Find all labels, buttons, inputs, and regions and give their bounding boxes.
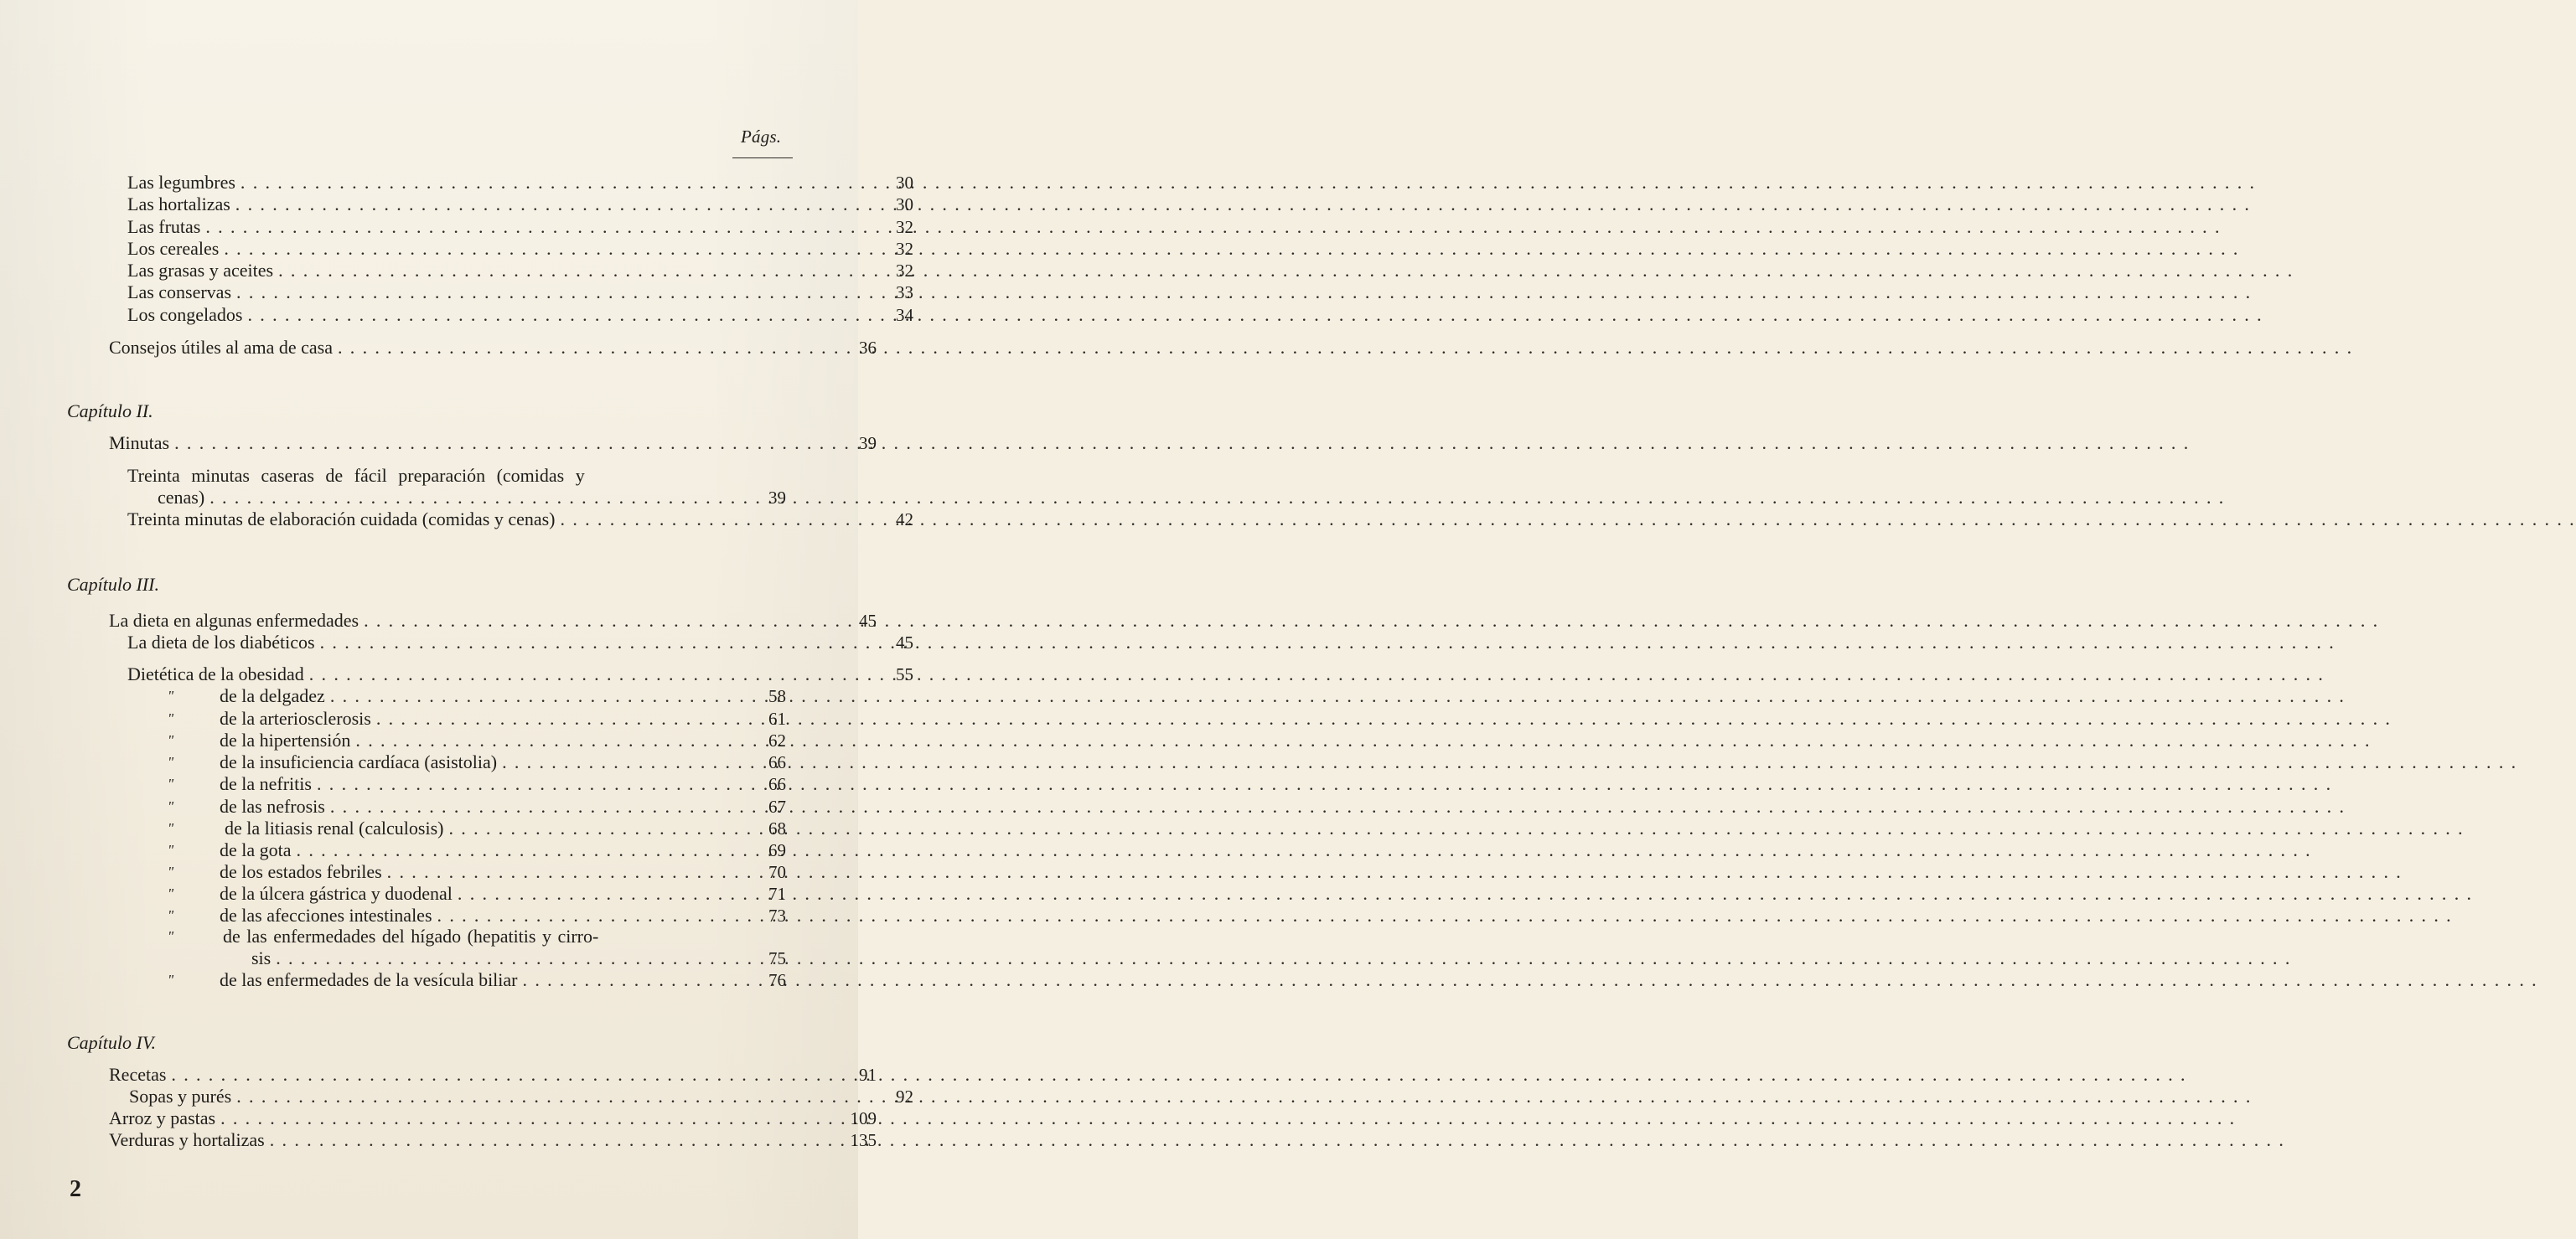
dot-leader: [309, 664, 2325, 684]
dot-leader: [205, 217, 2221, 237]
pages-column-heading: Págs.: [741, 126, 782, 147]
toc-entry-text: de los estados febriles: [220, 861, 382, 882]
dot-leader: [235, 194, 2251, 214]
toc-page-number: 58: [768, 686, 786, 706]
toc-page-number: 76: [768, 970, 786, 990]
toc-entry: [220, 969, 786, 990]
toc-entry-text: Las frutas: [127, 216, 201, 237]
toc-page-number: 45: [859, 611, 877, 631]
toc-page-number: 39: [859, 433, 877, 453]
toc-entry-text: de la gota: [220, 839, 292, 860]
toc-entry-text: Sopas y purés: [129, 1086, 232, 1107]
toc-entry-text: Consejos útiles al ama de casa: [109, 337, 333, 358]
toc-page-number: 33: [896, 282, 913, 302]
toc-page-number: 55: [896, 664, 913, 684]
toc-entry-text: de la litiasis renal (calculosis): [225, 818, 444, 839]
toc-entry: [109, 432, 877, 453]
toc-entry: [225, 818, 786, 839]
toc-entry-text: Dietética de la obesidad: [127, 663, 304, 684]
toc-entry: [220, 751, 786, 772]
toc-entry: [220, 839, 786, 860]
toc-entry-text: de las enfermedades de la vesícula biliar: [220, 969, 518, 990]
ditto-mark: ": [168, 972, 174, 988]
ditto-mark: ": [168, 732, 174, 748]
toc-entry-text: de las afecciones intestinales: [220, 905, 432, 926]
toc-entry: [127, 172, 913, 193]
toc-page-number: 32: [896, 239, 913, 259]
toc-entry: [127, 281, 913, 302]
toc-entry-text: Treinta minutas de elaboración cuidada (comidas y cenas): [127, 509, 556, 529]
toc-entry: [127, 238, 913, 259]
toc-page-number: 71: [768, 884, 786, 904]
toc-page-number: 34: [896, 305, 913, 325]
toc-page-number: 70: [768, 862, 786, 882]
pages-column-rule: [732, 157, 793, 158]
toc-entry: [158, 487, 786, 508]
toc-entry-text: sis: [251, 947, 272, 968]
toc-page-number: 39: [768, 488, 786, 508]
toc-entry-text: de la nefritis: [220, 773, 312, 794]
toc-page-number: 30: [896, 194, 913, 214]
dot-leader: [364, 611, 2379, 631]
toc-page-number: 75: [768, 948, 786, 968]
toc-entry: [220, 861, 786, 882]
toc-page-number: 66: [768, 752, 786, 772]
toc-entry: [109, 1064, 877, 1085]
ditto-mark: ": [168, 688, 174, 704]
dot-leader: [330, 797, 2346, 817]
dot-leader: [317, 774, 2332, 794]
toc-entry-text: Las conservas: [127, 281, 232, 302]
dot-leader: [247, 305, 2263, 325]
toc-entry: [220, 708, 786, 729]
toc-page-number: 73: [768, 906, 786, 926]
toc-entry: [220, 796, 786, 817]
toc-entry: [127, 466, 719, 486]
dot-leader: [387, 862, 2403, 882]
toc-entry: [220, 905, 786, 926]
toc-entry-text: cenas): [158, 487, 205, 508]
toc-entry: [220, 773, 786, 794]
ditto-mark: ": [168, 710, 174, 726]
dot-leader: [376, 709, 2392, 729]
dot-leader: [330, 686, 2346, 706]
toc-entry-text: Las grasas y aceites: [127, 260, 274, 281]
toc-page-number: 91: [859, 1065, 877, 1085]
toc-page-number: 62: [768, 730, 786, 751]
toc-page-number: 32: [896, 261, 913, 281]
toc-entry-text: de las enfermedades del hígado (hepatitis y cirro-: [223, 926, 599, 947]
toc-entry-text: de la úlcera gástrica y duodenal: [220, 883, 453, 904]
dot-leader: [276, 948, 2291, 968]
ditto-mark: ": [168, 754, 174, 770]
toc-entry: [129, 1086, 913, 1107]
toc-entry: [127, 194, 913, 214]
dot-leader: [355, 730, 2371, 751]
ditto-mark: ": [168, 864, 174, 880]
toc-entry-text: Las hortalizas: [127, 194, 230, 214]
toc-entry-text: La dieta en algunas enfermedades: [109, 610, 360, 631]
chapter-heading: Capítulo IV.: [67, 1032, 156, 1053]
dot-leader: [171, 1065, 2186, 1085]
ditto-mark: ": [168, 907, 174, 923]
dot-leader: [338, 338, 2353, 358]
ditto-mark: ": [168, 842, 174, 858]
toc-entry: [127, 304, 913, 325]
toc-page-number: 68: [768, 818, 786, 839]
toc-page-number: 30: [896, 173, 913, 193]
toc-entry: [109, 1107, 877, 1128]
toc-page-number: 61: [768, 709, 786, 729]
dot-leader: [236, 282, 2252, 302]
dot-leader: [174, 433, 2190, 453]
dot-leader: [224, 239, 2239, 259]
toc-page-number: 32: [896, 217, 913, 237]
toc-entry-text: de la arteriosclerosis: [220, 708, 371, 729]
toc-entry-text: Minutas: [109, 432, 170, 453]
dot-leader: [523, 970, 2538, 990]
toc-entry: [109, 1129, 877, 1150]
toc-page-number: 135: [850, 1130, 877, 1150]
dot-leader: [278, 261, 2294, 281]
ditto-mark: ": [168, 928, 174, 944]
toc-entry: [223, 927, 722, 947]
toc-page-number: 92: [896, 1087, 913, 1107]
dot-leader: [209, 488, 2225, 508]
dot-leader: [236, 1087, 2252, 1107]
toc-entry-text: Arroz y pastas: [109, 1107, 216, 1128]
book-page: [0, 0, 913, 1239]
toc-entry: [109, 337, 877, 358]
dot-leader: [320, 632, 2335, 653]
toc-page-number: 45: [896, 632, 913, 653]
toc-entry: [220, 730, 786, 751]
toc-page-number: 42: [896, 509, 913, 529]
toc-page-number: 66: [768, 774, 786, 794]
toc-page-number: 67: [768, 797, 786, 817]
chapter-heading: Capítulo II.: [67, 400, 153, 421]
toc-page-number: 109: [850, 1108, 877, 1128]
toc-entry-text: de la delgadez: [220, 685, 325, 706]
toc-entry-text: Treinta minutas caseras de fácil preparación (comidas y: [127, 465, 585, 486]
toc-entry: [127, 216, 913, 237]
toc-entry: [220, 685, 786, 706]
toc-entry: [127, 632, 913, 653]
toc-entry: [251, 947, 786, 968]
toc-page-number: 36: [859, 338, 877, 358]
chapter-heading: Capítulo III.: [67, 574, 159, 595]
ditto-mark: ": [168, 798, 174, 814]
toc-entry: [109, 610, 877, 631]
toc-entry-text: Recetas: [109, 1064, 167, 1085]
toc-entry: [127, 260, 913, 281]
toc-entry-text: La dieta de los diabéticos: [127, 632, 315, 653]
toc-entry: [127, 509, 913, 529]
dot-leader: [270, 1130, 2285, 1150]
dot-leader: [297, 840, 2312, 860]
toc-entry-text: Los cereales: [127, 238, 220, 259]
ditto-mark: ": [168, 885, 174, 901]
toc-entry-text: Los congelados: [127, 304, 243, 325]
ditto-mark: ": [168, 776, 174, 792]
toc-page-number: 69: [768, 840, 786, 860]
toc-entry-text: Verduras y hortalizas: [109, 1129, 265, 1150]
ditto-mark: ": [168, 820, 174, 836]
dot-leader: [220, 1108, 2236, 1128]
toc-entry-text: de las nefrosis: [220, 796, 325, 817]
toc-entry: [127, 663, 913, 684]
page-number: 2: [70, 1176, 81, 1202]
toc-entry: [220, 883, 786, 904]
toc-entry-text: Las legumbres: [127, 172, 235, 193]
dot-leader: [241, 173, 2256, 193]
toc-entry-text: de la hipertensión: [220, 730, 351, 751]
toc-entry-text: de la insuficiencia cardíaca (asistolia): [220, 751, 498, 772]
dot-leader: [502, 752, 2517, 772]
